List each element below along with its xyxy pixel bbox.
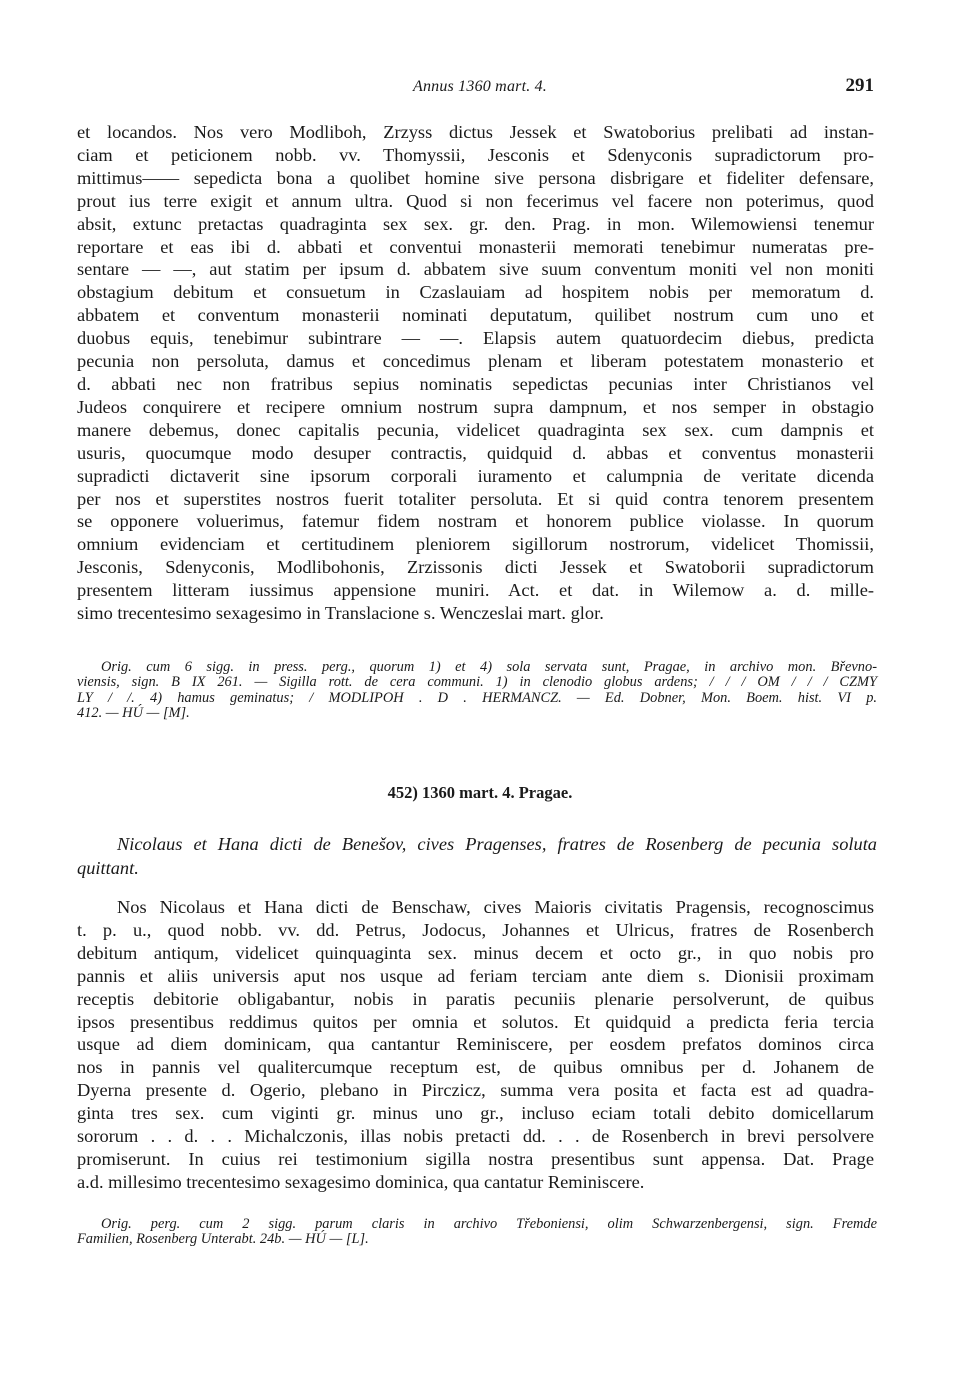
text-line: per nos et superstites nostros fuerit totaliter persoluta. Et si quid contra tenorem presentem <box>77 488 874 509</box>
charter-452-text <box>77 896 874 1194</box>
text-line: ipsos presentibus reddimus quitos per omnia et solutos. Et quidquid a predicta feria tercia <box>77 1011 874 1032</box>
regest-line: Nicolaus et Hana dicti de Benešov, cives Pragenses, fratres de Rosenberg de pecunia soluta <box>117 834 877 854</box>
text-line: debitum antiqum, videlicet quinquaginta sex. minus decem et octo gr., in quo nobis pro <box>77 942 874 963</box>
text-line: supradicti dictaverit sine ipsorum corporali iuramento et calumpnia de veritate dicenda <box>77 465 874 486</box>
charter-451-text <box>77 121 874 625</box>
text-line: usuris, quocumque modo desuper contractis, quidquid d. abbas et conventus monasterii <box>77 442 874 463</box>
text-line: simo trecentesimo sexagesimo in Translacione s. Wenczeslai mart. glor. <box>77 603 604 624</box>
text-line: Dyerna presente d. Ogerio, plebano in Pirczicz, summa vera posita et facta est ad quadra- <box>77 1080 874 1101</box>
running-head <box>0 72 960 102</box>
text-line: t. p. u., quod nobb. vv. dd. Petrus, Jodocus, Johannes et Ulricus, fratres de Rosenberch <box>77 919 874 940</box>
running-title: Annus 1360 mart. 4. <box>412 78 548 95</box>
text-line: pannis et aliis universis aput nos usque ad feriam terciam ante diem s. Dionisii proximam <box>77 965 874 986</box>
text-line: presentem litteram iussimus appensione muniri. Act. et dat. in Wilemow a. d. mille- <box>77 580 874 601</box>
text-line: promiserunt. In cuius rei testimonium sigilla nostra presentibus sunt appensa. Dat. Prage <box>77 1148 874 1169</box>
text-line: manere debemus, donec capitalis pecunia, videlicet quadraginta sex sex. cum dampnis et <box>77 419 874 440</box>
regest-line: quittant. <box>77 858 139 878</box>
text-line: ginta tres sex. cum viginti gr. minus uno gr., incluso eciam totali debito domicellarum <box>77 1103 874 1124</box>
note-line: Orig. perg. cum 2 sigg. parum claris in archivo Třeboniensi, olim Schwarzenbergensi, sign. Fremde <box>101 1216 877 1232</box>
text-line: pecunia non persoluta, damus et concedimus plenam et liberam potestatem monasterio et <box>77 351 874 372</box>
note-line: viensis, sign. B IX 261. — Sigilla rott. de cera communi. 1) in clenodio globus ardens; / / / OM / / / CZMY <box>77 674 877 691</box>
text-line: absit, extunc pretactas quadraginta sex sex. gr. den. Prag. in mon. Wilemowiensi tenemur <box>77 213 874 234</box>
text-line: et locandos. Nos vero Modliboh, Zrzyss dictus Jessek et Swatoborius prelibati ad instan- <box>77 122 874 142</box>
text-line: omnium evidenciam et certitudinem pleniorem sigillorum nostrorum, videlicet Thomissii, <box>77 534 874 555</box>
text-line: sentare — —, aut statim per ipsum d. abbatem sive suum conventum moniti vel non moniti <box>77 259 874 280</box>
text-line: d. abbati nec non fratribus sepius nominatis sepedictas pecunias inter Christianos vel <box>77 373 874 394</box>
text-line: Nos Nicolaus et Hana dicti de Benschaw, cives Maioris civitatis Pragensis, recognoscimus <box>117 897 874 917</box>
page-number: 291 <box>845 75 874 96</box>
text-line: Jesconis, Sdenyconis, Modlibohonis, Zrzissonis dicti Jessek et Swatoborii supradictorum <box>77 557 874 578</box>
text-line: reportare et eas ibi d. abbati et conventui monasterii memorati tenebimur numeratas pre- <box>77 236 874 257</box>
text-line: receptis debitorie obligabantur, nobis in paratis pecuniis plenarie persolverunt, de quibus <box>77 988 874 1009</box>
text-line: se opponere voluerimus, fatemur fidem nostram et honorem publice violasse. In quorum <box>77 511 874 532</box>
charter-451-note <box>77 660 877 722</box>
text-line: sororum . . d. . . Michalczonis, illas nobis pretacti dd. . . de Rosenberch in brevi persolvere <box>77 1126 874 1147</box>
text-line: duobus equis, tenebimur subintrare — —. Elapsis autem quatuordecim diebus, predicta <box>77 328 874 349</box>
text-line: ciam et peticionem nobb. vv. Thomyssii, Jesconis et Sdenyconis supradictorum pro- <box>77 144 874 165</box>
text-line: Judeos conquirere et recipere omnium nostrum supra dampnum, et nos semper in obstagio <box>77 396 874 417</box>
text-line: abbatem et conventum monasterii nominati deputatum, quilibet nostrum cum uno et <box>77 305 874 326</box>
entry-heading: 452) 1360 mart. 4. Pragae. <box>387 783 573 802</box>
note-line: LY / /. 4) hamus geminatus; / MODLIPOH . D . HERMANCZ. — Ed. Dobner, Mon. Boem. hist. VI p. <box>77 689 877 706</box>
note-line: 412. — HÚ — [M]. <box>77 705 190 722</box>
note-line: Familien, Rosenberg Unterabt. 24b. — HÚ — [L]. <box>77 1231 369 1248</box>
charter-452-note <box>77 1217 877 1248</box>
text-line: usque ad diem dominicam, qua cantantur Reminiscere, per eosdem prefatos dominos circa <box>77 1034 874 1055</box>
text-line: mittimus—— sepedicta bona a quolibet homine sive persona disbrigare et fideliter defensare, <box>77 167 874 188</box>
text-line: nos in pannis vel qualitercumque receptum est, de quibus omnibus per d. Johanem de <box>77 1057 874 1078</box>
entry-regest <box>77 832 877 880</box>
text-line: prout ius terre exigit et annum ultra. Quod si non fecerimus vel facere non poterimus, quod <box>77 190 874 211</box>
note-line: Orig. cum 6 sigg. in press. perg., quorum 1) et 4) sola servata sunt, Pragae, in archivo mon. Břevno- <box>101 659 877 675</box>
text-line: obstagium debitum et consuetum in Czaslauiam ad hospitem nobis per memoratum d. <box>77 282 874 303</box>
text-line: a.d. millesimo trecentesimo sexagesimo dominica, qua cantatur Reminiscere. <box>77 1171 645 1192</box>
